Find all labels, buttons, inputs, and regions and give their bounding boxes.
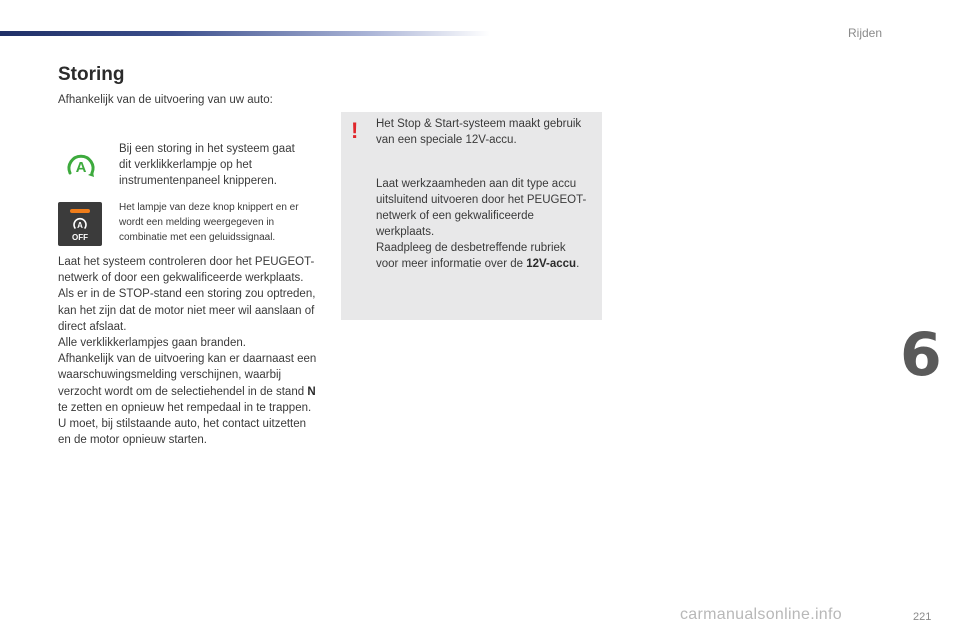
- stop-start-off-button-icon: [58, 202, 102, 246]
- chapter-number: 6: [900, 320, 942, 390]
- warning-para-3: Raadpleeg de desbetreffende rubriek voor meer informatie over de 12V-accu.: [376, 242, 580, 270]
- off-button-label: OFF: [72, 233, 88, 242]
- body-line-with-gear: Afhankelijk van de uitvoering kan er daarnaast een waarschuwingsmelding verschijnen, waarbij verzocht wordt om de selectiehendel in de stand N te zetten en opnieuw het rempedaal in te trappen.: [58, 353, 317, 414]
- warning-para-2: Laat werkzaamheden aan dit type accu uitsluitend uitvoeren door het PEUGEOT-netwerk of een gekwalificeerde werkplaats.: [376, 178, 587, 238]
- battery-reference: 12V-accu: [526, 258, 577, 270]
- off-button-led: [70, 209, 90, 213]
- body-paragraph: [58, 254, 320, 448]
- watermark: carmanualsonline.info: [680, 606, 842, 623]
- row-text-warning-lamp: Bij een storing in het systeem gaat dit verklikkerlampje op het instrumentenpaneel knipperen.: [119, 143, 295, 187]
- stop-start-warning-lamp-icon: [64, 151, 98, 181]
- svg-text:A: A: [77, 221, 83, 230]
- auto-a-icon: [72, 216, 88, 232]
- warning-para-1: Het Stop & Start-systeem maakt gebruik van een speciale 12V-accu.: [376, 118, 582, 146]
- chapter-label: Rijden: [848, 26, 883, 40]
- body-line: Als er in de STOP-stand een storing zou optreden, kan het zijn dat de motor niet meer wil aanslaan of direct afslaat.: [58, 288, 316, 333]
- exclamation-icon: !: [351, 118, 359, 143]
- svg-text:A: A: [75, 159, 87, 176]
- warning-box: [341, 112, 602, 320]
- section-title: Storing: [58, 64, 125, 85]
- page-number: 221: [913, 611, 932, 623]
- header-gradient-bar: [0, 31, 490, 36]
- row-text-off-button: Het lampje van deze knop knippert en er wordt een melding weergegeven in combinatie met een geluidssignaal.: [119, 202, 299, 243]
- section-intro: Afhankelijk van de uitvoering van uw auto:: [58, 94, 273, 106]
- body-line: Laat het systeem controleren door het PEUGEOT-netwerk of door een gekwalificeerde werkplaats.: [58, 256, 315, 285]
- gear-n-label: N: [307, 385, 316, 398]
- body-line: Alle verklikkerlampjes gaan branden.: [58, 337, 246, 350]
- body-line: U moet, bij stilstaande auto, het contact uitzetten en de motor opnieuw starten.: [58, 418, 307, 447]
